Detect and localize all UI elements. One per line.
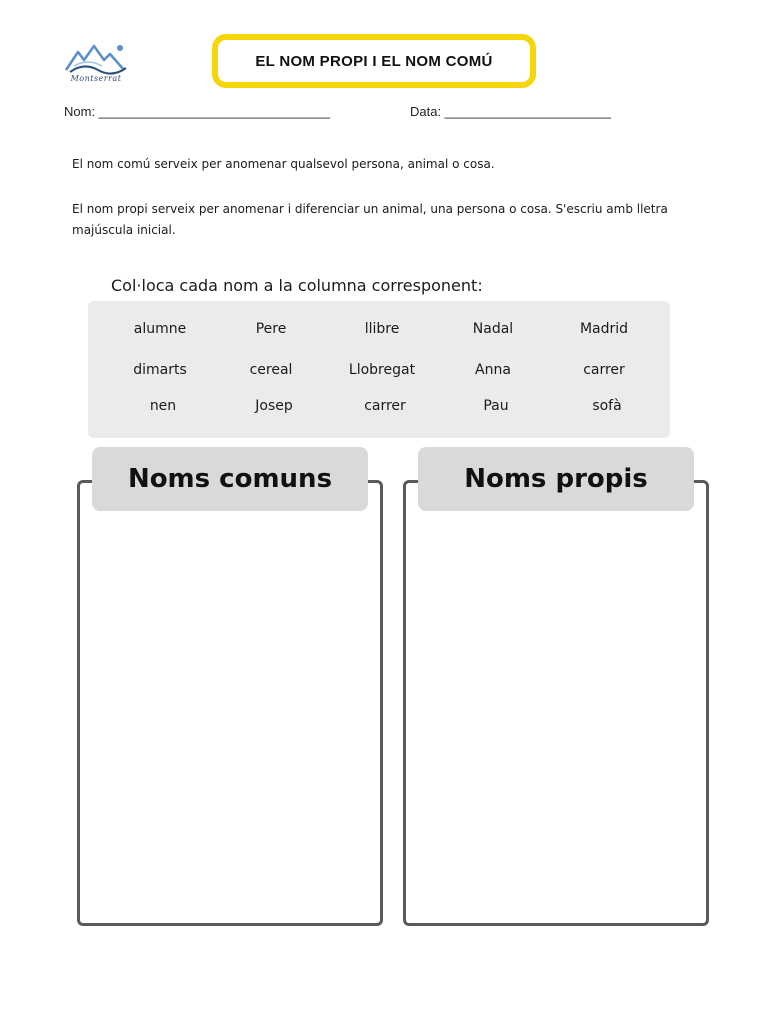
word-item[interactable]: nen	[149, 398, 177, 414]
name-field[interactable]: Nom: ________________________________	[64, 104, 331, 119]
date-field[interactable]: Data: _______________________	[410, 104, 611, 119]
word-item[interactable]: carrer	[583, 362, 625, 378]
logo-caption: Montserrat	[70, 74, 122, 83]
word-item[interactable]: Nadal	[472, 321, 514, 337]
proper-nouns-header	[418, 447, 694, 511]
page-title: EL NOM PROPI I EL NOM COMÚ	[255, 52, 493, 70]
title-box	[212, 34, 536, 88]
common-nouns-header	[92, 447, 368, 511]
instruction-text: Col·loca cada nom a la columna corresponent:	[111, 276, 483, 295]
word-item[interactable]: alumne	[133, 321, 187, 337]
school-logo	[64, 40, 128, 90]
word-item[interactable]: Pau	[483, 398, 509, 414]
proper-nouns-label: Noms propis	[464, 464, 648, 494]
word-item[interactable]: Llobregat	[348, 362, 416, 378]
common-nouns-label: Noms comuns	[127, 464, 333, 494]
word-item[interactable]: Josep	[255, 398, 293, 414]
word-item[interactable]: Pere	[255, 321, 287, 337]
word-item[interactable]: Anna	[475, 362, 511, 378]
word-item[interactable]: cereal	[249, 362, 293, 378]
common-nouns-drop-area[interactable]	[77, 480, 383, 926]
word-item[interactable]: carrer	[364, 398, 406, 414]
proper-nouns-drop-area[interactable]	[403, 480, 709, 926]
proper-noun-definition: El nom propi serveix per anomenar i diferenciar un animal, una persona o cosa. S'escriu amb lletra majúscula inicial.	[72, 202, 668, 237]
word-item[interactable]: sofà	[592, 398, 622, 414]
word-bank	[88, 301, 670, 438]
word-item[interactable]: Madrid	[579, 321, 629, 337]
common-noun-definition: El nom comú serveix per anomenar qualsevol persona, animal o cosa.	[72, 157, 495, 171]
word-item[interactable]: llibre	[364, 321, 400, 337]
mountain-logo-icon	[64, 40, 128, 76]
word-item[interactable]: dimarts	[133, 362, 187, 378]
